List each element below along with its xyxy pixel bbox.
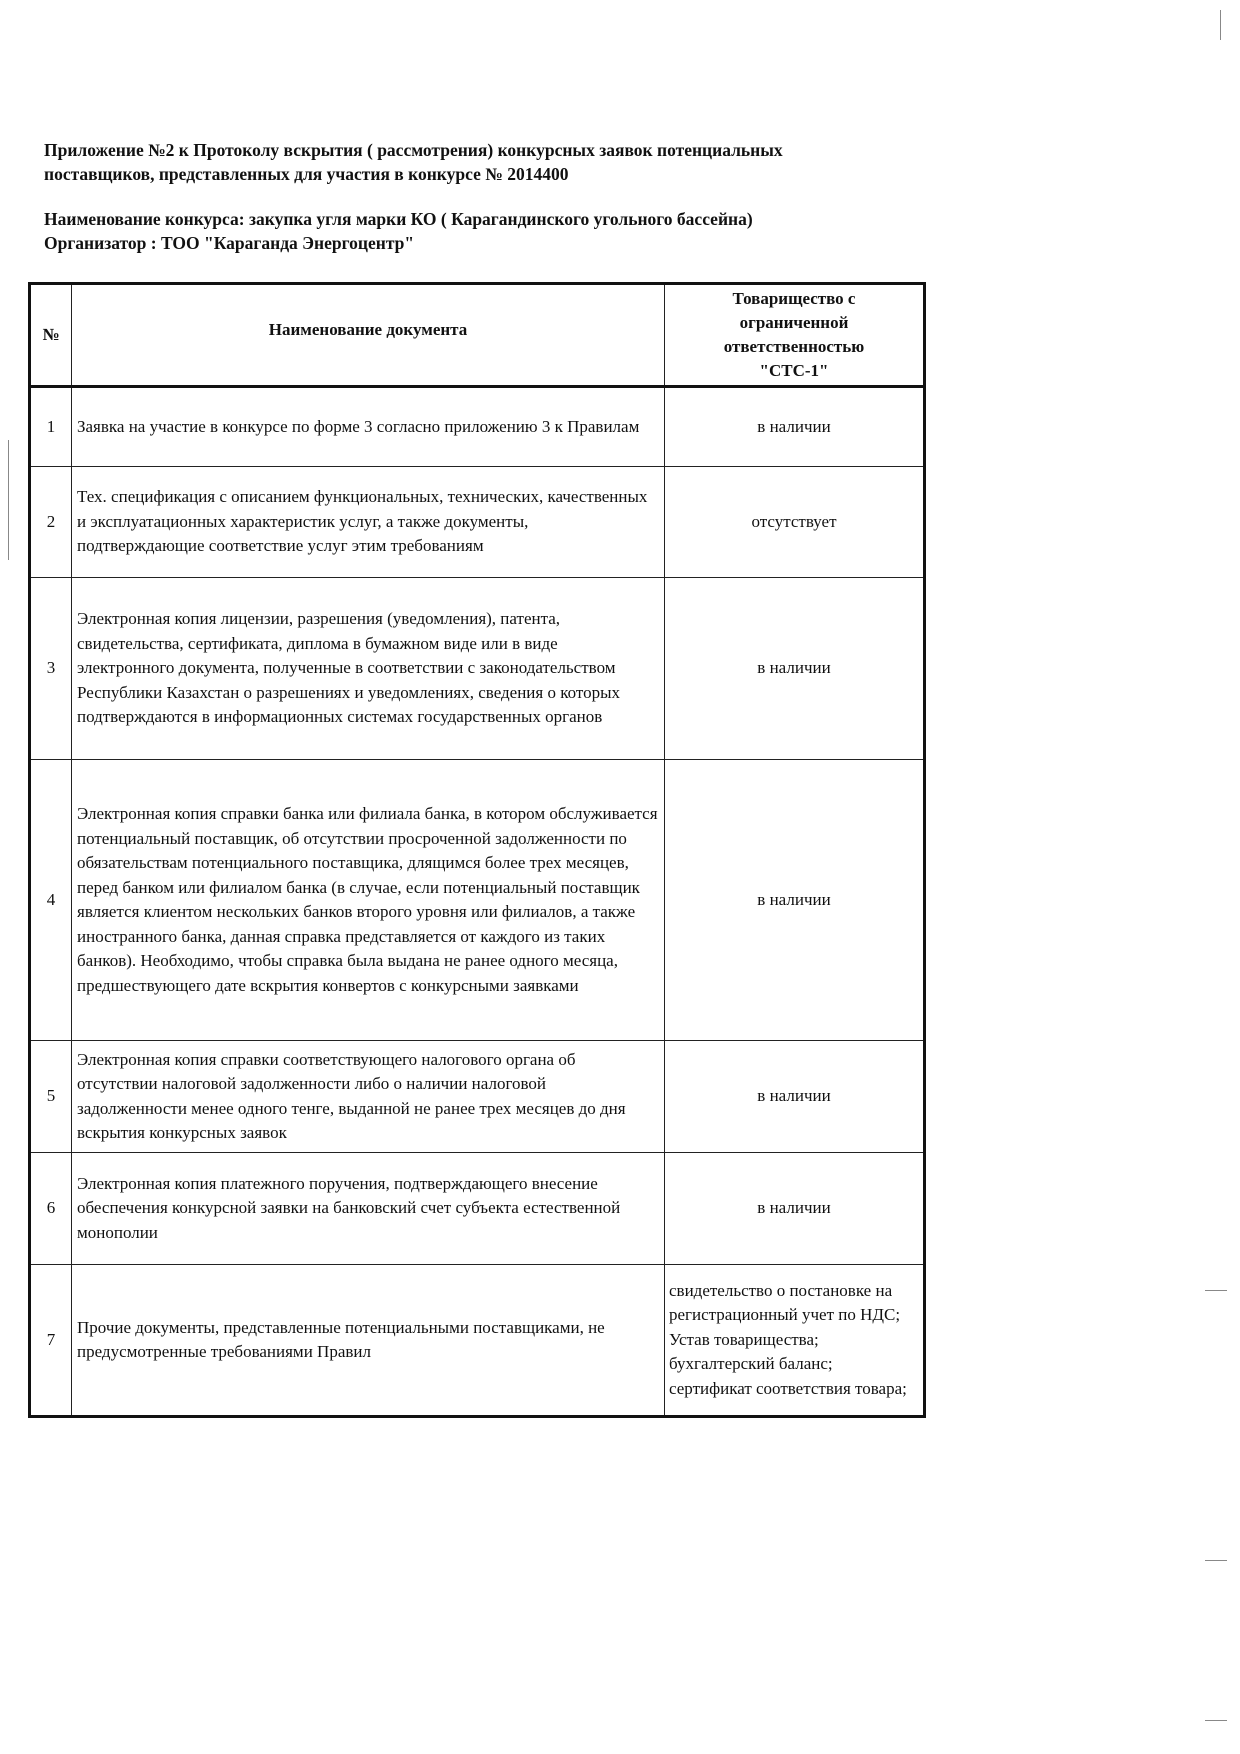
row-number: 7 (30, 1265, 72, 1417)
scan-mark (1205, 1720, 1227, 1721)
row-number: 1 (30, 387, 72, 467)
table-row (30, 760, 925, 1041)
document-status: в наличии (665, 1153, 925, 1265)
document-name: Электронная копия лицензии, разрешения (уведомления), патента, свидетельства, сертификата, диплома в бумажном виде или в виде электронного документа, полученные в соответствии с законодательством Республики Казахстан о разрешениях и уведомлениях, сведения о которых подтверждаются в информационных системах государственных органов (72, 578, 665, 760)
scan-mark (1220, 10, 1221, 40)
row-number: 2 (30, 467, 72, 578)
scan-mark (1205, 1560, 1227, 1561)
column-header-number: № (30, 284, 72, 387)
documents-table (28, 282, 926, 1418)
document-name: Прочие документы, представленные потенциальными поставщиками, не предусмотренные требованиями Правил (72, 1265, 665, 1417)
supplier-header-line: "СТС-1" (759, 361, 829, 380)
table-row (30, 1265, 925, 1417)
column-header-document-name: Наименование документа (72, 284, 665, 387)
document-name: Электронная копия справки соответствующего налогового органа об отсутствии налоговой задолженности либо о наличии налоговой задолженности менее одного тенге, выданной не ранее трех месяцев до дня вскрытия конкурсных заявок (72, 1041, 665, 1153)
organizer-name: Организатор : ТОО "Караганда Энергоцентр" (44, 233, 415, 253)
document-status: в наличии (665, 387, 925, 467)
scan-mark (8, 440, 9, 560)
appendix-title-line-2: поставщиков, представленных для участия в конкурсе № 2014400 (44, 164, 569, 184)
document-header (44, 138, 904, 255)
row-number: 4 (30, 760, 72, 1041)
scan-mark (1205, 1290, 1227, 1291)
document-name: Тех. спецификация с описанием функциональных, технических, качественных и эксплуатационных характеристик услуг, а также документы, подтверждающие соответствие услуг этим требованиям (72, 467, 665, 578)
row-number: 3 (30, 578, 72, 760)
document-name: Заявка на участие в конкурсе по форме 3 согласно приложению 3 к Правилам (72, 387, 665, 467)
document-status: свидетельство о постановке на регистрационный учет по НДС; Устав товарищества; бухгалтерский баланс; сертификат соответствия товара; (665, 1265, 925, 1417)
appendix-title-line-1: Приложение №2 к Протоколу вскрытия ( рассмотрения) конкурсных заявок потенциальных (44, 140, 783, 160)
table-row (30, 1153, 925, 1265)
column-header-supplier (665, 284, 925, 387)
document-status: в наличии (665, 760, 925, 1041)
table-row (30, 578, 925, 760)
document-status: отсутствует (665, 467, 925, 578)
supplier-header-line: ответственностью (723, 337, 865, 356)
supplier-header-line: Товарищество с (732, 289, 856, 308)
document-name: Электронная копия платежного поручения, подтверждающего внесение обеспечения конкурсной заявки на банковский счет субъекта естественной монополии (72, 1153, 665, 1265)
document-status: в наличии (665, 1041, 925, 1153)
document-name: Электронная копия справки банка или филиала банка, в котором обслуживается потенциальный поставщик, об отсутствии просроченной задолженности по обязательствам потенциального поставщика, длящимся более трех месяцев, перед банком или филиалом банка (в случае, если потенциальный поставщик является клиентом нескольких банков второго уровня или филиалов, а также иностранного банка, данная справка представляется от каждого из таких банков). Необходимо, чтобы справка была выдана не ранее одного месяца, предшествующего дате вскрытия конвертов с конкурсными заявками (72, 760, 665, 1041)
table-header-row (30, 284, 925, 387)
table-row (30, 387, 925, 467)
competition-name: Наименование конкурса: закупка угля марки КО ( Карагандинского угольного бассейна) (44, 209, 753, 229)
table-row (30, 1041, 925, 1153)
supplier-header-line: ограниченной (739, 313, 849, 332)
document-status: в наличии (665, 578, 925, 760)
row-number: 5 (30, 1041, 72, 1153)
row-number: 6 (30, 1153, 72, 1265)
table-row (30, 467, 925, 578)
